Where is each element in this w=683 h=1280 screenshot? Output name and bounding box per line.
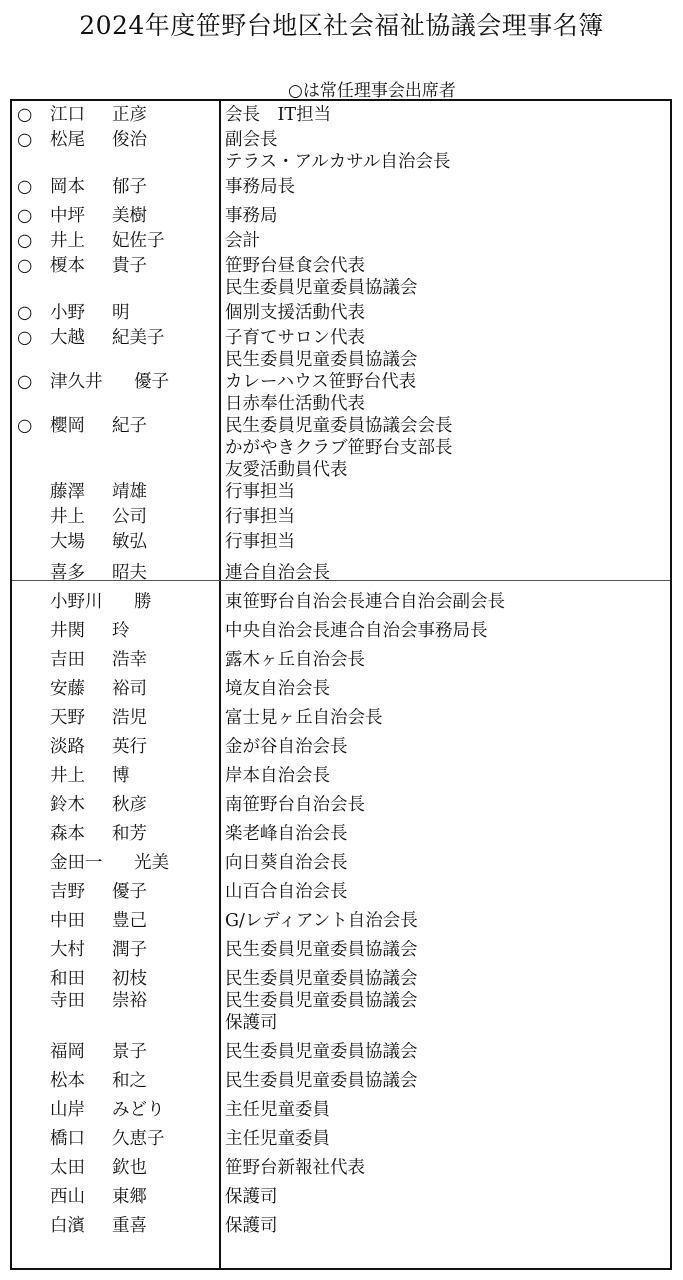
member-surname: 小野 [50, 303, 85, 323]
member-given-name: 公司 [112, 507, 147, 527]
role-line: 楽老峰自治会長 [225, 824, 348, 844]
member-surname: 天野 [50, 708, 85, 728]
role-line: 主任児童委員 [225, 1129, 330, 1149]
member-surname: 津久井 [50, 372, 103, 392]
member-role [225, 1070, 670, 1092]
member-given-name: 和之 [112, 1071, 147, 1091]
member-role [225, 620, 670, 642]
role-line: 露木ヶ丘自治会長 [225, 650, 365, 670]
legend-note: ○は常任理事会出席者 [288, 81, 456, 101]
role-line: 保護司 [225, 1013, 278, 1033]
member-role [225, 531, 670, 553]
standing-member-mark: ○ [17, 416, 33, 436]
member-role [225, 1099, 670, 1121]
role-line: 向日葵自治会長 [225, 853, 348, 873]
member-surname: 松本 [50, 1071, 85, 1091]
role-line: 南笹野台自治会長 [225, 795, 365, 815]
member-row [12, 327, 670, 371]
standing-member-mark: ○ [17, 130, 33, 150]
member-role [225, 562, 670, 584]
member-row [12, 1128, 670, 1150]
member-role [225, 939, 670, 961]
member-role [225, 230, 670, 252]
role-line: 友愛活動員代表 [225, 460, 348, 480]
member-role [225, 678, 670, 700]
member-row [12, 852, 670, 874]
role-line: かがやきクラブ笹野台支部長 [225, 438, 453, 458]
member-given-name: 明 [112, 303, 130, 323]
member-role [225, 1186, 670, 1208]
member-role [225, 765, 670, 787]
member-surname: 金田一 [50, 853, 103, 873]
member-given-name: 靖雄 [112, 482, 147, 502]
role-line: 岸本自治会長 [225, 766, 330, 786]
role-line: 行事担当 [225, 507, 295, 527]
member-given-name: 東郷 [112, 1187, 147, 1207]
member-role [225, 415, 670, 481]
member-row [12, 205, 670, 227]
member-row [12, 794, 670, 816]
member-row [12, 1186, 670, 1208]
role-line: 民生委員児童委員協議会 [225, 1042, 418, 1062]
member-surname: 榎本 [50, 256, 85, 276]
role-line: 会計 [225, 231, 260, 251]
role-line: 中央自治会長連合自治会事務局長 [225, 621, 488, 641]
member-given-name: 和芳 [112, 824, 147, 844]
member-surname: 櫻岡 [50, 416, 85, 436]
member-role [225, 176, 670, 198]
member-given-name: 紀子 [112, 416, 147, 436]
member-given-name: 浩幸 [112, 650, 147, 670]
member-given-name: 美樹 [112, 206, 147, 226]
member-row [12, 823, 670, 845]
member-role [225, 129, 670, 173]
member-table [10, 99, 672, 1270]
member-row [12, 707, 670, 729]
standing-member-mark: ○ [17, 372, 33, 392]
role-line: 民生委員児童委員協議会 [225, 940, 418, 960]
member-row [12, 939, 670, 961]
role-line: カレーハウス笹野台代表 [225, 372, 417, 392]
member-given-name: 浩児 [112, 708, 147, 728]
role-line: G/レディアント自治会長 [225, 911, 418, 931]
member-surname: 松尾 [50, 130, 85, 150]
role-line: 富士見ヶ丘自治会長 [225, 708, 383, 728]
standing-member-mark: ○ [17, 231, 33, 251]
member-row [12, 230, 670, 252]
member-role [225, 255, 670, 299]
member-surname: 寺田 [50, 991, 85, 1011]
member-role [225, 852, 670, 874]
member-given-name: 重喜 [112, 1216, 147, 1236]
member-surname: 橋口 [50, 1129, 85, 1149]
member-surname: 大越 [50, 328, 85, 348]
member-role [225, 481, 670, 503]
member-row [12, 415, 670, 481]
standing-member-mark: ○ [17, 328, 33, 348]
member-role [225, 794, 670, 816]
member-role [225, 1157, 670, 1179]
member-surname: 岡本 [50, 177, 85, 197]
member-given-name: 英行 [112, 737, 147, 757]
member-given-name: 潤子 [112, 940, 147, 960]
member-surname: 江口 [50, 105, 85, 125]
member-role [225, 104, 670, 126]
member-surname: 井上 [50, 766, 85, 786]
member-surname: 山岸 [50, 1100, 85, 1120]
member-row [12, 129, 670, 173]
standing-member-mark: ○ [17, 206, 33, 226]
member-role [225, 1041, 670, 1063]
member-row [12, 255, 670, 299]
member-given-name: 正彦 [112, 105, 147, 125]
member-role [225, 591, 670, 613]
member-given-name: みどり [112, 1100, 165, 1120]
member-given-name: 紀美子 [112, 328, 165, 348]
role-line: 日赤奉仕活動代表 [225, 394, 365, 414]
member-surname: 小野川 [50, 592, 103, 612]
member-row [12, 591, 670, 613]
member-role [225, 736, 670, 758]
member-surname: 白濱 [50, 1216, 85, 1236]
role-line: 民生委員児童委員協議会 [225, 1071, 418, 1091]
member-role [225, 302, 670, 324]
member-given-name: 裕司 [112, 679, 147, 699]
member-role [225, 649, 670, 671]
role-line: 東笹野台自治会長連合自治会副会長 [225, 592, 505, 612]
role-line: 民生委員児童委員協議会 [225, 991, 418, 1011]
member-row [12, 481, 670, 503]
member-surname: 西山 [50, 1187, 85, 1207]
member-given-name: 久恵子 [112, 1129, 165, 1149]
member-row [12, 1070, 670, 1092]
member-surname: 鈴木 [50, 795, 85, 815]
member-row [12, 562, 670, 584]
member-given-name: 貴子 [112, 256, 147, 276]
member-row [12, 620, 670, 642]
member-role [225, 707, 670, 729]
member-surname: 淡路 [50, 737, 85, 757]
standing-member-mark: ○ [17, 256, 33, 276]
standing-member-mark: ○ [17, 105, 33, 125]
member-row [12, 910, 670, 932]
role-line: 民生委員児童委員協議会会長 [225, 416, 453, 436]
member-row [12, 506, 670, 528]
role-line: 民生委員児童委員協議会 [225, 969, 418, 989]
member-surname: 井上 [50, 507, 85, 527]
role-line: 民生委員児童委員協議会 [225, 350, 418, 370]
member-surname: 太田 [50, 1158, 85, 1178]
member-given-name: 豊己 [112, 911, 147, 931]
member-role [225, 968, 670, 990]
member-given-name: 初枝 [112, 969, 147, 989]
member-given-name: 秋彦 [112, 795, 147, 815]
role-line: 笹野台昼食会代表 [225, 256, 365, 276]
member-row [12, 302, 670, 324]
member-role [225, 910, 670, 932]
member-surname: 吉田 [50, 650, 85, 670]
member-rows [12, 104, 670, 1237]
member-given-name: 優子 [112, 882, 147, 902]
member-row [12, 1099, 670, 1121]
role-line: 民生委員児童委員協議会 [225, 278, 418, 298]
member-role [225, 506, 670, 528]
member-row [12, 649, 670, 671]
member-given-name: 昭夫 [112, 563, 147, 583]
member-row [12, 176, 670, 198]
role-line: 事務局 [225, 206, 278, 226]
member-role [225, 881, 670, 903]
role-line: 笹野台新報社代表 [225, 1158, 365, 1178]
member-surname: 大場 [50, 532, 85, 552]
member-surname: 吉野 [50, 882, 85, 902]
member-given-name: 俊治 [112, 130, 147, 150]
member-row [12, 371, 670, 415]
member-given-name: 敏弘 [112, 532, 147, 552]
member-given-name: 玲 [112, 621, 130, 641]
page-title: 2024年度笹野台地区社会福祉協議会理事名簿 [79, 11, 604, 40]
role-line: 子育てサロン代表 [225, 328, 365, 348]
member-surname: 井関 [50, 621, 85, 641]
role-line: 副会長 [225, 130, 278, 150]
role-line: 保護司 [225, 1187, 278, 1207]
member-given-name: 崇裕 [112, 991, 147, 1011]
member-given-name: 妃佐子 [112, 231, 165, 251]
member-given-name: 勝 [134, 592, 152, 612]
role-line: 行事担当 [225, 532, 295, 552]
role-line: 金が谷自治会長 [225, 737, 348, 757]
member-row [12, 1041, 670, 1063]
member-role [225, 327, 670, 371]
member-row [12, 765, 670, 787]
member-surname: 大村 [50, 940, 85, 960]
role-line: 行事担当 [225, 482, 295, 502]
role-line: 会長 IT担当 [225, 105, 332, 125]
role-line: 主任児童委員 [225, 1100, 330, 1120]
role-line: テラス・アルカサル自治会長 [225, 152, 451, 172]
member-surname: 和田 [50, 969, 85, 989]
member-role [225, 205, 670, 227]
member-row [12, 1157, 670, 1179]
role-line: 山百合自治会長 [225, 882, 348, 902]
member-surname: 福岡 [50, 1042, 85, 1062]
member-role [225, 823, 670, 845]
member-role [225, 1215, 670, 1237]
member-row [12, 1215, 670, 1237]
role-line: 連合自治会長 [225, 563, 330, 583]
member-given-name: 欽也 [112, 1158, 147, 1178]
member-row [12, 531, 670, 553]
standing-member-mark: ○ [17, 177, 33, 197]
member-role [225, 990, 670, 1034]
member-given-name: 景子 [112, 1042, 147, 1062]
member-given-name: 博 [112, 766, 130, 786]
member-surname: 中田 [50, 911, 85, 931]
member-row [12, 881, 670, 903]
role-line: 事務局長 [225, 177, 295, 197]
member-surname: 喜多 [50, 563, 85, 583]
member-row [12, 990, 670, 1034]
member-row [12, 104, 670, 126]
member-role [225, 1128, 670, 1150]
member-row [12, 968, 670, 990]
member-role [225, 371, 670, 415]
member-row [12, 736, 670, 758]
member-surname: 森本 [50, 824, 85, 844]
member-given-name: 光美 [134, 853, 169, 873]
role-line: 個別支援活動代表 [225, 303, 365, 323]
standing-member-mark: ○ [17, 303, 33, 323]
role-line: 境友自治会長 [225, 679, 330, 699]
role-line: 保護司 [225, 1216, 278, 1236]
member-surname: 安藤 [50, 679, 85, 699]
member-given-name: 優子 [134, 372, 169, 392]
member-surname: 藤澤 [50, 482, 85, 502]
member-row [12, 678, 670, 700]
member-surname: 中坪 [50, 206, 85, 226]
member-given-name: 郁子 [112, 177, 147, 197]
member-surname: 井上 [50, 231, 85, 251]
